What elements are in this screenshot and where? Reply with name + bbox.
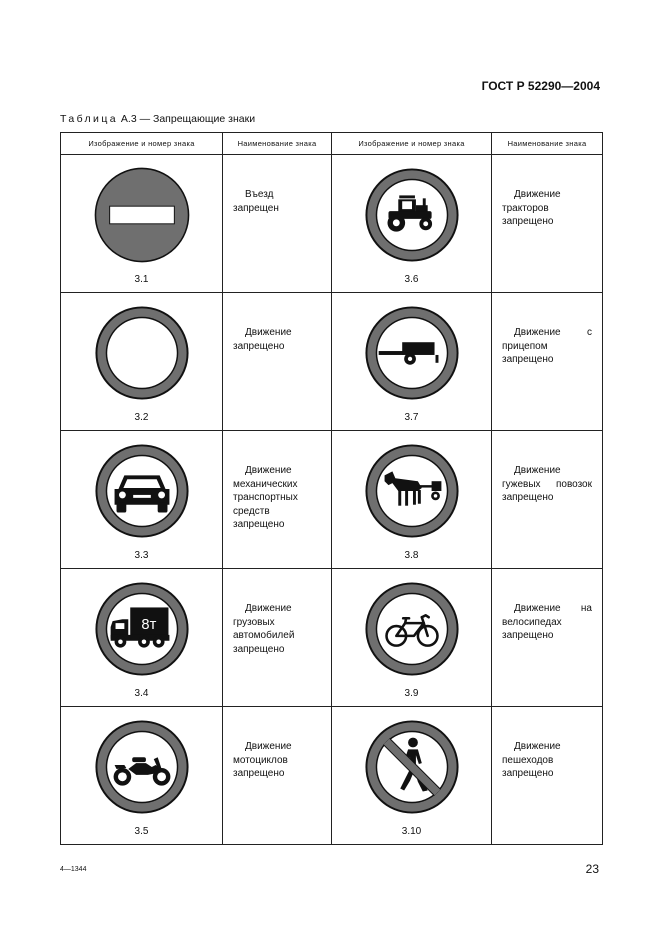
no-entry-sign-icon bbox=[93, 166, 191, 264]
sign-name: Движение на велосипедах запрещено bbox=[502, 603, 592, 641]
sign-name-cell bbox=[223, 707, 332, 845]
no-trailers-sign-icon bbox=[363, 304, 461, 402]
no-tractors-sign-icon bbox=[363, 166, 461, 264]
sign-name-cell bbox=[223, 293, 332, 431]
sign-name-cell bbox=[492, 293, 603, 431]
sign-name: Движение мотоциклов запрещено bbox=[233, 741, 292, 779]
sign-name-cell bbox=[223, 431, 332, 569]
column-header-image: Изображение и номер знака bbox=[332, 133, 492, 155]
sign-image-cell bbox=[61, 293, 223, 431]
sign-number: 3.5 bbox=[134, 826, 149, 837]
table-row bbox=[61, 155, 603, 293]
sign-image-cell bbox=[332, 569, 492, 707]
table-header-row bbox=[61, 133, 603, 155]
no-trucks-sign-icon bbox=[93, 580, 191, 678]
sign-name: Въезд запрещен bbox=[233, 189, 279, 214]
sign-number: 3.6 bbox=[404, 274, 419, 285]
sign-name-cell bbox=[492, 707, 603, 845]
sign-number: 3.4 bbox=[134, 688, 149, 699]
column-header-image: Изображение и номер знака bbox=[61, 133, 223, 155]
sign-image-cell bbox=[61, 155, 223, 293]
sign-number: 3.7 bbox=[404, 412, 419, 423]
sign-image-cell bbox=[61, 707, 223, 845]
sign-name: Движение тракторов запрещено bbox=[502, 189, 561, 227]
sign-name-cell bbox=[223, 569, 332, 707]
no-horse-carts-sign-icon bbox=[363, 442, 461, 540]
page-number: 23 bbox=[585, 862, 599, 876]
sign-name-cell bbox=[223, 155, 332, 293]
sign-image-cell bbox=[332, 293, 492, 431]
sign-number: 3.10 bbox=[401, 826, 422, 837]
no-pedestrians-sign-icon bbox=[363, 718, 461, 816]
sign-name: Движение с прицепом запрещено bbox=[502, 327, 592, 365]
no-motorcycles-sign-icon bbox=[93, 718, 191, 816]
sign-image-cell bbox=[332, 431, 492, 569]
table-row bbox=[61, 569, 603, 707]
sign-name-cell bbox=[492, 431, 603, 569]
sign-name-cell bbox=[492, 155, 603, 293]
table-caption-label: Таблица bbox=[60, 113, 118, 125]
sign-name: Движение пешеходов запрещено bbox=[502, 741, 561, 779]
no-motor-vehicles-sign-icon bbox=[93, 442, 191, 540]
table-caption-title: А.3 — Запрещающие знаки bbox=[117, 113, 256, 125]
sign-number: 3.2 bbox=[134, 412, 149, 423]
prohibitory-signs-table bbox=[60, 132, 603, 845]
sign-name: Движение запрещено bbox=[233, 327, 292, 352]
no-bicycles-sign-icon bbox=[363, 580, 461, 678]
sign-name-cell bbox=[492, 569, 603, 707]
sign-image-cell bbox=[61, 431, 223, 569]
column-header-name: Наименование знака bbox=[492, 133, 603, 155]
sign-number: 3.3 bbox=[134, 550, 149, 561]
column-header-name: Наименование знака bbox=[223, 133, 332, 155]
sign-number: 3.8 bbox=[404, 550, 419, 561]
table-caption bbox=[60, 113, 255, 125]
sign-image-cell bbox=[332, 707, 492, 845]
table-row bbox=[61, 431, 603, 569]
sign-name: Движение гужевых повозок запрещено bbox=[502, 465, 592, 503]
sign-name: Движение грузовых автомобилей запрещено bbox=[233, 603, 295, 655]
sign-image-cell bbox=[61, 569, 223, 707]
sign-number: 3.9 bbox=[404, 688, 419, 699]
sign-number: 3.1 bbox=[134, 274, 149, 285]
no-vehicles-sign-icon bbox=[93, 304, 191, 402]
sign-image-cell bbox=[332, 155, 492, 293]
table-row bbox=[61, 293, 603, 431]
footer-code: 4—1344 bbox=[60, 866, 87, 873]
truck-weight-label: 8т bbox=[140, 617, 156, 633]
table-row bbox=[61, 707, 603, 845]
sign-name: Движение механических транспортных средств запрещено bbox=[233, 465, 298, 530]
document-code: ГОСТ Р 52290—2004 bbox=[481, 79, 600, 93]
